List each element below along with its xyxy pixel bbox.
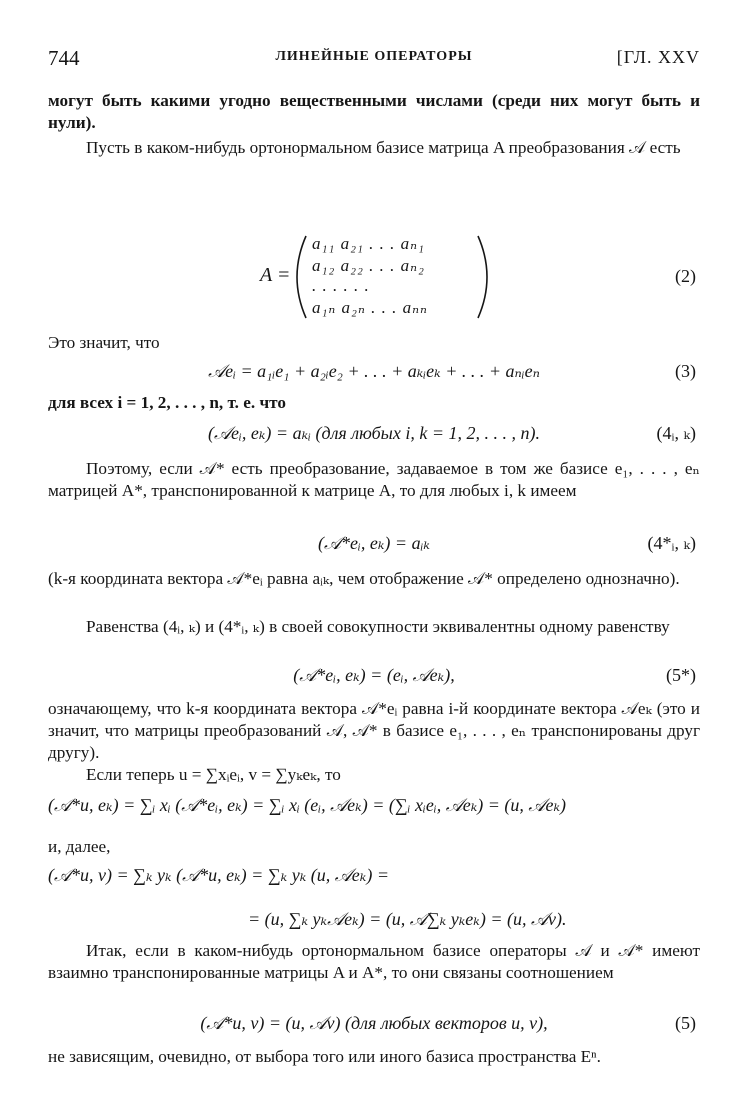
equation-number: (5) <box>675 1013 696 1033</box>
equation-3 <box>48 358 700 384</box>
paragraph-10: и, далее, <box>48 837 111 856</box>
equation-number: (2) <box>675 266 696 286</box>
paragraph-1: могут быть какими угодно вещественными числами (среди них могут быть и нули). <box>48 91 700 132</box>
paragraph-9: Если теперь u = ∑xᵢeᵢ, v = ∑yₖeₖ, то <box>86 765 341 784</box>
page-number: 744 <box>48 46 80 70</box>
paragraph-4: для всех i = 1, 2, . . . , n, т. е. что <box>48 393 286 412</box>
long-formula-3: = (u, ∑ₖ yₖ𝒜eₖ) = (u, 𝒜∑ₖ yₖeₖ) = (u, 𝒜v). <box>248 909 567 929</box>
paragraph-5: Поэтому, если 𝒜* есть преобразование, задаваемое в том же базисе e₁, . . . , eₙ матрицей A*, транспонированной к матрице A, то для любых i, k имеем <box>48 459 700 500</box>
equation-number: (3) <box>675 361 696 381</box>
matrix-equation-2 <box>48 230 700 325</box>
book-page <box>48 40 700 1070</box>
equation-body: (𝒜*eᵢ, eₖ) = (eᵢ, 𝒜eₖ), <box>293 665 455 685</box>
equation-4 <box>48 420 700 446</box>
long-formula-2: (𝒜*u, v) = ∑ₖ yₖ (𝒜*u, eₖ) = ∑ₖ yₖ (u, 𝒜eₖ) = <box>48 865 389 885</box>
equation-body: 𝒜eᵢ = a₁ᵢe₁ + a₂ᵢe₂ + . . . + aₖᵢeₖ + . . . + aₙᵢeₙ <box>208 361 540 381</box>
page-header <box>48 46 700 72</box>
running-title: ЛИНЕЙНЫЕ ОПЕРАТОРЫ <box>275 49 473 64</box>
paragraph-11: Итак, если в каком-нибудь ортонормальном базисе операторы 𝒜 и 𝒜* имеют взаимно транспонированные матрицы A и A*, то они связаны соотношением <box>48 941 700 982</box>
equation-number: (5*) <box>666 665 696 685</box>
equation-5 <box>48 1010 700 1036</box>
paragraph-12: не зависящим, очевидно, от выбора того или иного базиса пространства Eⁿ. <box>48 1047 601 1066</box>
paragraph-2: Пусть в каком-нибудь ортонормальном базисе матрица A преобразования 𝒜 есть <box>86 138 681 157</box>
equation-5-star <box>48 662 700 688</box>
equation-4-star <box>48 530 700 556</box>
paragraph-8: означающему, что k-я координата вектора 𝒜*eᵢ равна i-й координате вектора 𝒜eₖ (это и значит, что матрицы преобразований 𝒜, 𝒜* в базисе e₁, . . . , eₙ транспонированы друг другу). <box>48 699 700 762</box>
matrix-row: a₁₂ a₂₂ . . . aₙ₂ <box>312 256 425 275</box>
equation-number: (4ᵢ, ₖ) <box>656 423 696 443</box>
equation-body: (𝒜eᵢ, eₖ) = aₖᵢ (для любых i, k = 1, 2, . . . , n). <box>208 423 540 443</box>
long-formula-1: (𝒜*u, eₖ) = ∑ᵢ xᵢ (𝒜*eᵢ, eₖ) = ∑ᵢ xᵢ (eᵢ, 𝒜eₖ) = (∑ᵢ xᵢeᵢ, 𝒜eₖ) = (u, 𝒜eₖ) <box>48 795 567 815</box>
chapter-label: [ГЛ. XXV <box>616 47 700 67</box>
equation-body: (𝒜*eᵢ, eₖ) = aᵢₖ <box>318 533 430 553</box>
paragraph-6: (k-я координата вектора 𝒜*eᵢ равна aᵢₖ, чем отображение 𝒜* определено однозначно). <box>48 569 680 588</box>
equation-number: (4*ᵢ, ₖ) <box>647 533 696 553</box>
matrix-row: a₁₁ a₂₁ . . . aₙ₁ <box>312 234 425 253</box>
equation-body: (𝒜*u, v) = (u, 𝒜v) (для любых векторов u, v), <box>200 1013 548 1033</box>
paragraph-3: Это значит, что <box>48 333 160 352</box>
matrix-row: . . . . . . <box>312 276 370 295</box>
matrix-row: a₁ₙ a₂ₙ . . . aₙₙ <box>312 298 428 317</box>
matrix-lhs: A = <box>260 264 291 286</box>
paragraph-7: Равенства (4ᵢ, ₖ) и (4*ᵢ, ₖ) в своей совокупности эквивалентны одному равенству <box>86 617 670 636</box>
